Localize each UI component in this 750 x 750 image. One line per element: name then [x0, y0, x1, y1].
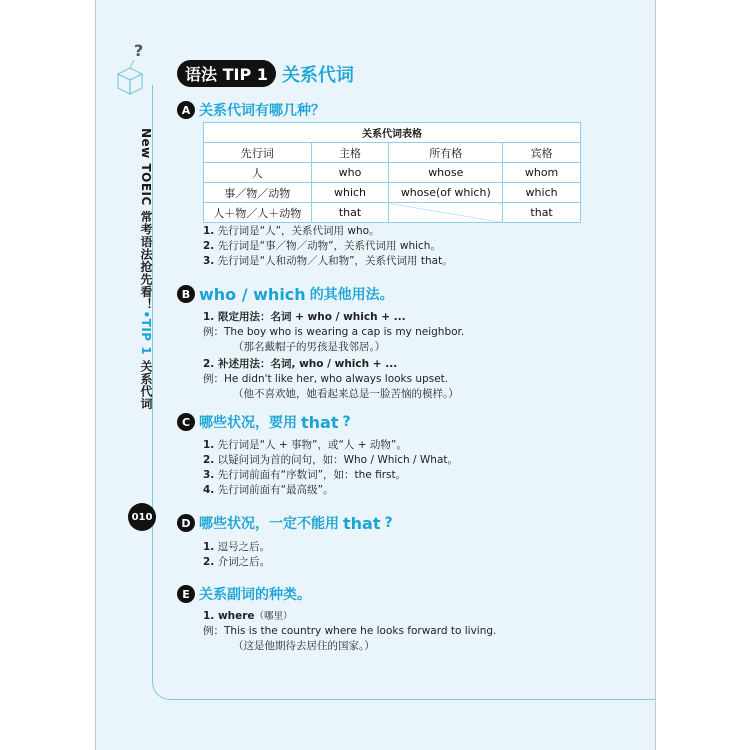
- section-d-title-cn: 哪些状况，一定不能用: [199, 516, 339, 532]
- section-a-title: 关系代词有哪几种？: [199, 103, 325, 119]
- section-b: [177, 284, 394, 304]
- heading-title: 关系代词: [281, 64, 354, 86]
- running-series: New TOEIC 常考语法抢先看！: [139, 128, 153, 311]
- section-b-title-en: who / which: [199, 284, 306, 304]
- table-header: 主格: [311, 143, 389, 163]
- section-d-list: [203, 540, 270, 570]
- example-translation: （他不喜欢她，她看起来总是一脸苦恼的模样。）: [233, 388, 459, 400]
- example-translation: （那名戴帽子的男孩是我邻居。）: [233, 341, 386, 353]
- section-d: [177, 513, 393, 533]
- section-d-letter: D: [177, 514, 195, 532]
- example-sentence: 例：The boy who is wearing a cap is my neighbor.: [203, 326, 465, 338]
- heading-badge: 语法 TIP 1: [177, 60, 276, 87]
- example-sentence: 例：He didn't like her, who always looks upset.: [203, 373, 449, 385]
- table-cell: which: [503, 183, 581, 203]
- list-item: 2. 介词之后。: [203, 556, 271, 568]
- table-cell: 人: [204, 163, 312, 183]
- list-item: 1. 逗号之后。: [203, 541, 271, 553]
- usage-label: 1. where（哪里）: [203, 610, 293, 622]
- section-c-title-en: that: [301, 412, 339, 432]
- section-e-body: [203, 609, 496, 654]
- table-cell: whose(of which): [389, 183, 503, 203]
- section-c-list: [203, 438, 458, 498]
- table-cell: 事／物／动物: [204, 183, 312, 203]
- section-c: [177, 412, 351, 432]
- table-cell: whose: [389, 163, 503, 183]
- running-sep: •: [139, 310, 153, 319]
- table-row: [204, 163, 581, 183]
- table-cell: whom: [503, 163, 581, 183]
- section-a-notes: [203, 224, 453, 269]
- table-cell: which: [311, 183, 389, 203]
- svg-text:?: ?: [134, 41, 144, 60]
- table-caption: 关系代词表格: [204, 123, 581, 143]
- main-heading: [177, 60, 354, 87]
- section-a-letter: A: [177, 101, 195, 119]
- vertical-running-title: [139, 128, 153, 410]
- usage-label: 2. 补述用法：名词, who / which + ...: [203, 358, 398, 370]
- example-translation: （这是他期待去居住的国家。）: [233, 640, 375, 652]
- section-d-title-end: ?: [384, 515, 393, 531]
- relative-pronoun-table: [203, 122, 581, 223]
- section-b-title-cn: 的其他用法。: [309, 287, 394, 303]
- list-item: 1. 先行词是“人 + 事物”，或“人 + 动物”。: [203, 439, 407, 451]
- section-e: [177, 584, 311, 604]
- section-e-letter: E: [177, 585, 195, 603]
- list-item: 3. 先行词是“人和动物／人和物”，关系代词用 that。: [203, 255, 453, 267]
- list-item: 3. 先行词前面有“序数词”，如：the first。: [203, 469, 407, 481]
- table-cell: who: [311, 163, 389, 183]
- section-b-body: [203, 310, 464, 402]
- table-header: 所有格: [389, 143, 503, 163]
- table-header: 宾格: [503, 143, 581, 163]
- table-header: 先行词: [204, 143, 312, 163]
- list-item: 4. 先行词前面有“最高级”。: [203, 484, 334, 496]
- section-b-letter: B: [177, 285, 195, 303]
- table-row: [204, 203, 581, 223]
- list-item: 2. 以疑问词为首的问句，如：Who / Which / What。: [203, 454, 458, 466]
- list-item: 2. 先行词是“事／物／动物”，关系代词用 which。: [203, 240, 441, 252]
- section-c-title-end: ?: [342, 414, 351, 430]
- page-number: 010: [128, 503, 156, 531]
- table-cell: that: [503, 203, 581, 223]
- table-cell-blank: [389, 203, 503, 223]
- table-header-row: [204, 143, 581, 163]
- section-a: [177, 100, 325, 120]
- section-c-title-cn: 哪些状况，要用: [199, 415, 297, 431]
- example-sentence: 例：This is the country where he looks forward to living.: [203, 625, 497, 637]
- usage-label: 1. 限定用法：名词 + who / which + ...: [203, 311, 406, 323]
- cube-question-icon: [104, 40, 154, 100]
- table-cell: 人＋物／人＋动物: [204, 203, 312, 223]
- table-row: [204, 183, 581, 203]
- running-topic: 关系代词: [139, 359, 153, 410]
- list-item: 1. 先行词是“人”，关系代词用 who。: [203, 225, 380, 237]
- table-cell: that: [311, 203, 389, 223]
- section-e-title: 关系副词的种类。: [199, 587, 311, 603]
- section-c-letter: C: [177, 413, 195, 431]
- running-tip: TIP 1: [139, 318, 153, 356]
- section-d-title-en: that: [343, 513, 381, 533]
